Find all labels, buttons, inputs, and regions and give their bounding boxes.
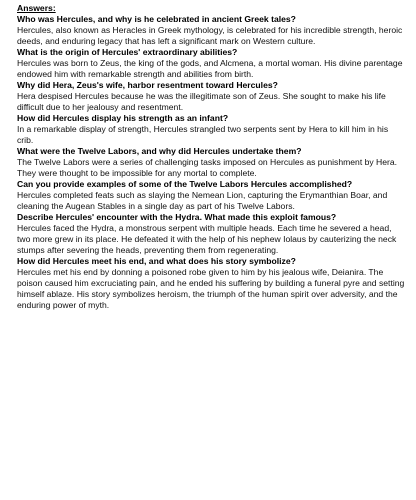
question-6: Can you provide examples of some of the Twelve Labors Hercules accomplished? — [17, 179, 353, 189]
answer-8: Hercules met his end by donning a poisoned robe given to him by his jealous wife, Deianira. The poison caused him excruciating pain, and he ended his suffering by building a funeral pyre and setting himself ablaze. His story symbolizes heroism, the triumph of the human spirit over adversity, and the enduring power of myth. — [17, 267, 405, 310]
answer-1: Hercules, also known as Heracles in Greek mythology, is celebrated for his incredible strength, heroic deeds, and enduring legacy that has left a significant mark on Western culture. — [17, 25, 403, 46]
question-2: What is the origin of Hercules' extraordinary abilities? — [17, 47, 238, 57]
answers-heading: Answers: — [17, 3, 56, 13]
question-7: Describe Hercules' encounter with the Hydra. What made this exploit famous? — [17, 212, 337, 222]
qa-item-6 — [17, 179, 406, 212]
qa-item-4 — [17, 113, 406, 146]
qa-item-3 — [17, 80, 406, 113]
question-8: How did Hercules meet his end, and what does his story symbolize? — [17, 256, 296, 266]
qa-item-7 — [17, 212, 406, 256]
answer-6: Hercules completed feats such as slaying the Nemean Lion, capturing the Erymanthian Boar, and cleaning the Augean Stables in a single day as part of his Twelve Labors. — [17, 190, 388, 211]
answer-7: Hercules faced the Hydra, a monstrous serpent with multiple heads. Each time he severed a head, two more grew in its place. He defeated it with the help of his nephew Iolaus by cauterizing the neck stumps after severing the heads, preventing them from regenerating. — [17, 223, 397, 255]
qa-item-2 — [17, 47, 406, 80]
qa-item-5 — [17, 146, 406, 179]
answer-2: Hercules was born to Zeus, the king of the gods, and Alcmena, a mortal woman. His divine parentage endowed him with remarkable strength and abilities from birth. — [17, 58, 403, 79]
qa-item-1 — [17, 14, 406, 47]
question-3: Why did Hera, Zeus's wife, harbor resentment toward Hercules? — [17, 80, 278, 90]
answer-3: Hera despised Hercules because he was the illegitimate son of Zeus. She sought to make his life difficult due to her jealousy and resentment. — [17, 91, 386, 112]
question-5: What were the Twelve Labors, and why did Hercules undertake them? — [17, 146, 302, 156]
question-4: How did Hercules display his strength as an infant? — [17, 113, 229, 123]
question-1: Who was Hercules, and why is he celebrated in ancient Greek tales? — [17, 14, 296, 24]
answer-4: In a remarkable display of strength, Hercules strangled two serpents sent by Hera to kill him in his crib. — [17, 124, 389, 145]
qa-item-8 — [17, 256, 406, 311]
answer-5: The Twelve Labors were a series of challenging tasks imposed on Hercules as punishment by Hera. They were thought to be impossible for any mortal to complete. — [17, 157, 398, 178]
